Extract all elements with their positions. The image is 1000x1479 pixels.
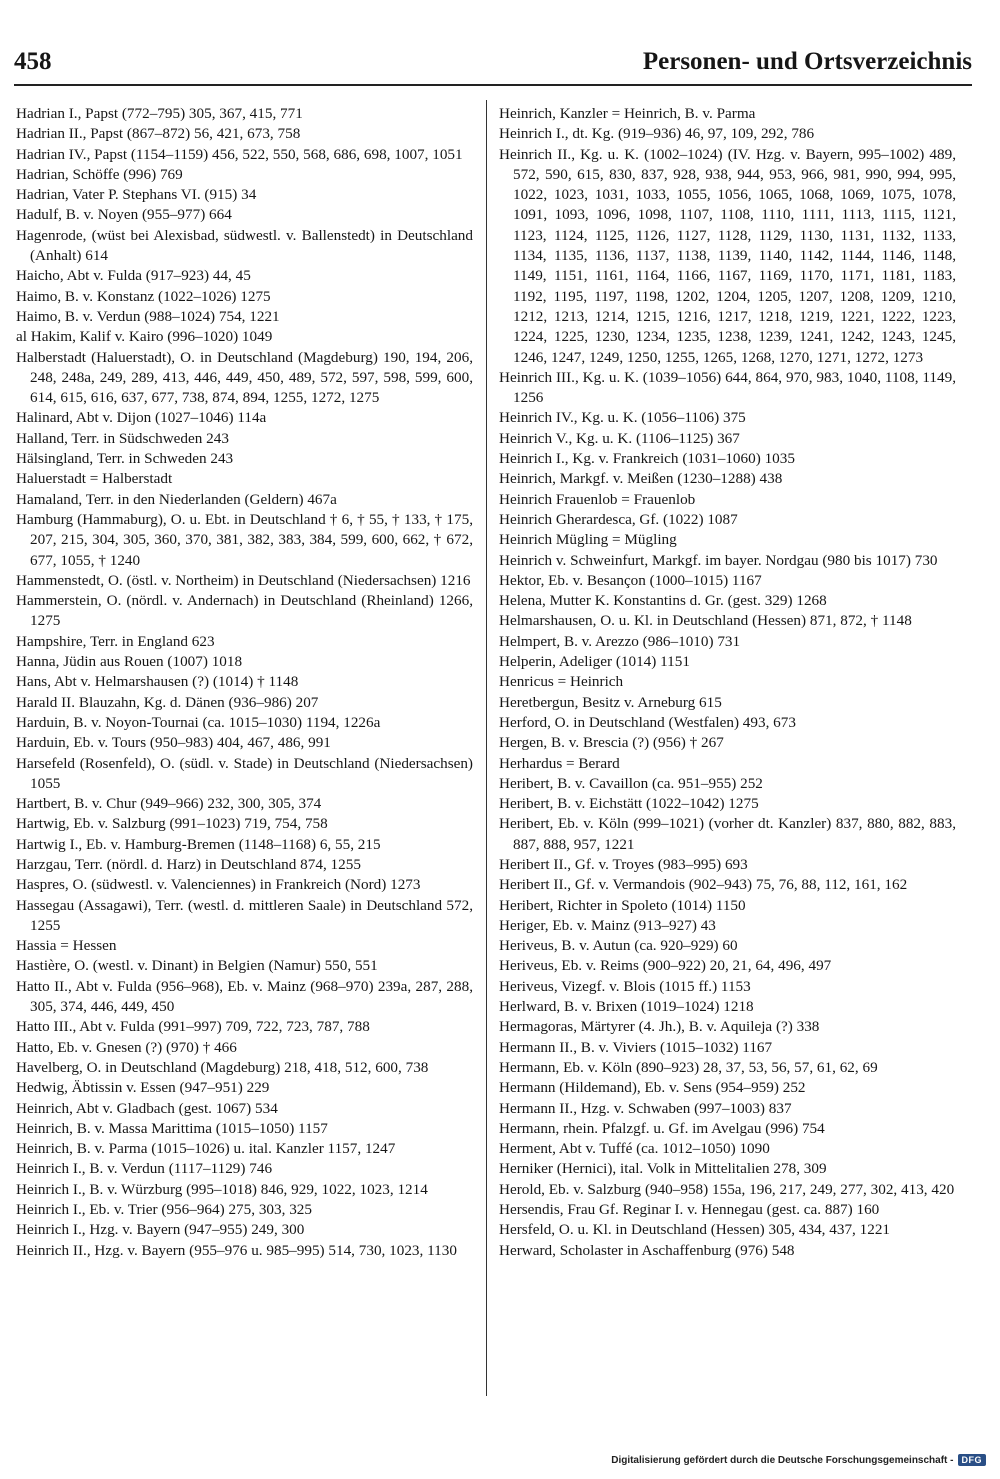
index-entry: Hersfeld, O. u. Kl. in Deutschland (Hessen) 305, 434, 437, 1221 xyxy=(499,1221,891,1239)
index-entry: Hergen, B. v. Brescia (?) (956) † 267 xyxy=(499,734,724,752)
index-entry: Harduin, Eb. v. Tours (950–983) 404, 467, 486, 991 xyxy=(16,734,331,752)
index-entry: Heribert, Richter in Spoleto (1014) 1150 xyxy=(499,896,746,914)
index-entry: Hartbert, B. v. Chur (949–966) 232, 300, 305, 374 xyxy=(16,795,322,813)
index-entry: Halland, Terr. in Südschweden 243 xyxy=(16,429,229,447)
index-entry: Havelberg, O. in Deutschland (Magdeburg) 218, 418, 512, 600, 738 xyxy=(16,1058,429,1076)
index-entry: Herlward, B. v. Brixen (1019–1024) 1218 xyxy=(499,998,754,1016)
index-entry: Heinrich v. Schweinfurt, Markgf. im bayer. Nordgau (980 bis 1017) 730 xyxy=(499,551,938,569)
index-entry: Hampshire, Terr. in England 623 xyxy=(16,632,215,650)
index-entry: Heinrich Frauenlob = Frauenlob xyxy=(499,490,696,508)
index-entry: Hartwig I., Eb. v. Hamburg-Bremen (1148–1168) 6, 55, 215 xyxy=(16,835,381,853)
index-entry: Heinrich II., Kg. u. K. (1002–1024) (IV. Hzg. v. Bayern, 995–1002) 489, 572, 590, 615, 830, 837, 928, 938, 944, 953, 966, 981, 990, 994, 995, 1022, 1023, 1031, 1033, 1055, 1056, 1065, 1068, 1069, 1075, 1078, 1091, 1093, 1096, 1098, 1107, 1108, 1110, 1111, 1113, 1115, 1121, 1123, 1124, 1125, 1126, 1127, 1128, 1129, 1130, 1131, 1132, 1133, 1134, 1135, 1136, 1137, 1138, 1139, 1140, 1142, 1144, 1146, 1148, 1149, 1151, 1161, 1164, 1166, 1167, 1169, 1170, 1171, 1181, 1183, 1192, 1195, 1197, 1198, 1202, 1204, 1205, 1207, 1208, 1209, 1210, 1212, 1213, 1214, 1215, 1216, 1217, 1218, 1219, 1221, 1222, 1223, 1224, 1225, 1230, 1234, 1235, 1238, 1239, 1241, 1242, 1243, 1245, 1246, 1247, 1249, 1250, 1255, 1265, 1268, 1270, 1271, 1272, 1273 xyxy=(499,145,956,366)
footer xyxy=(611,1454,986,1466)
index-entry: Heinrich, Kanzler = Heinrich, B. v. Parma xyxy=(499,105,756,122)
index-entry: Herold, Eb. v. Salzburg (940–958) 155a, 196, 217, 249, 277, 302, 413, 420 xyxy=(499,1180,955,1198)
index-entry: Heribert II., Gf. v. Vermandois (902–943) 75, 76, 88, 112, 161, 162 xyxy=(499,876,908,894)
index-entry: Heinrich III., Kg. u. K. (1039–1056) 644, 864, 970, 983, 1040, 1108, 1149, 1256 xyxy=(499,368,956,407)
index-entry: Heretbergun, Besitz v. Arneburg 615 xyxy=(499,693,722,711)
index-entry: Heribert, B. v. Cavaillon (ca. 951–955) 252 xyxy=(499,774,763,792)
index-entry: Halinard, Abt v. Dijon (1027–1046) 114a xyxy=(16,409,267,427)
index-entry: Hersendis, Frau Gf. Reginar I. v. Hennegau (gest. ca. 887) 160 xyxy=(499,1201,880,1219)
page-title: Personen- und Ortsverzeichnis xyxy=(642,48,972,75)
index-entry: Henricus = Heinrich xyxy=(499,673,624,691)
index-entry: Heinrich, Abt v. Gladbach (gest. 1067) 534 xyxy=(16,1099,278,1117)
index-entry: Haimo, B. v. Konstanz (1022–1026) 1275 xyxy=(16,287,271,305)
index-entry: Hermann, rhein. Pfalzgf. u. Gf. im Avelgau (996) 754 xyxy=(499,1119,825,1137)
index-entry: Herniker (Hernici), ital. Volk in Mittelitalien 278, 309 xyxy=(499,1160,827,1178)
index-entry: Hanna, Jüdin aus Rouen (1007) 1018 xyxy=(16,653,243,671)
index-entry: Heriveus, Vizegf. v. Blois (1015 ff.) 1153 xyxy=(499,977,751,995)
footer-text: Digitalisierung gefördert durch die Deutsche Forschungsgemeinschaft - xyxy=(611,1454,954,1466)
index-entry: Heinrich, Markgf. v. Meißen (1230–1288) 438 xyxy=(499,470,783,488)
index-entry: Hadrian IV., Papst (1154–1159) 456, 522, 550, 568, 686, 698, 1007, 1051 xyxy=(16,145,463,163)
index-entry: Haluerstadt = Halberstadt xyxy=(16,470,173,488)
index-entry: Heriveus, Eb. v. Reims (900–922) 20, 21, 64, 496, 497 xyxy=(499,957,832,975)
index-entry: Heinrich I., Eb. v. Trier (956–964) 275, 303, 325 xyxy=(16,1201,312,1219)
index-entry: Helena, Mutter K. Konstantins d. Gr. (gest. 329) 1268 xyxy=(499,592,827,610)
index-entry: Heribert II., Gf. v. Troyes (983–995) 693 xyxy=(499,855,748,873)
index-entry: Hermagoras, Märtyrer (4. Jh.), B. v. Aquileja (?) 338 xyxy=(499,1018,820,1036)
index-entry: Hammerstein, O. (nördl. v. Andernach) in Deutschland (Rheinland) 1266, 1275 xyxy=(16,592,473,630)
index-entry: Heribert, B. v. Eichstätt (1022–1042) 1275 xyxy=(499,795,759,813)
page-header xyxy=(14,44,972,86)
index-entry: Harsefeld (Rosenfeld), O. (südl. v. Stade) in Deutschland (Niedersachsen) 1055 xyxy=(16,754,473,792)
index-entry: Haicho, Abt v. Fulda (917–923) 44, 45 xyxy=(16,267,251,285)
index-entry: Hadrian, Vater P. Stephans VI. (915) 34 xyxy=(16,186,257,204)
index-entry: Harduin, B. v. Noyon-Tournai (ca. 1015–1030) 1194, 1226a xyxy=(16,713,381,731)
index-entry: Hermann II., B. v. Viviers (1015–1032) 1167 xyxy=(499,1038,773,1056)
index-entry: Hermann II., Hzg. v. Schwaben (997–1003) 837 xyxy=(499,1099,792,1117)
index-entry: Halberstadt (Haluerstadt), O. in Deutschland (Magdeburg) 190, 194, 206, 248, 248a, 249, 289, 413, 446, 449, 450, 489, 572, 597, 598, 599, 600, 614, 615, 616, 637, 677, 738, 874, 894, 1255, 1272, 1275 xyxy=(16,348,473,407)
index-entry: Heinrich I., B. v. Verdun (1117–1129) 746 xyxy=(16,1160,273,1178)
left-column xyxy=(16,104,473,1261)
index-entry: Heinrich I., B. v. Würzburg (995–1018) 846, 929, 1022, 1023, 1214 xyxy=(16,1180,428,1198)
index-entry: al Hakim, Kalif v. Kairo (996–1020) 1049 xyxy=(16,328,273,346)
index-entry: Hatto II., Abt v. Fulda (956–968), Eb. v. Mainz (968–970) 239a, 287, 288, 305, 374, 446, 449, 450 xyxy=(16,977,473,1016)
index-entry: Harzgau, Terr. (nördl. d. Harz) in Deutschland 874, 1255 xyxy=(16,855,361,873)
index-entry: Hektor, Eb. v. Besançon (1000–1015) 1167 xyxy=(499,571,762,589)
index-entry: Heinrich IV., Kg. u. K. (1056–1106) 375 xyxy=(499,409,746,427)
index-entry: Haimo, B. v. Verdun (988–1024) 754, 1221 xyxy=(16,307,280,325)
index-entry: Heinrich, B. v. Massa Marittima (1015–1050) 1157 xyxy=(16,1119,328,1137)
index-entry: Hartwig, Eb. v. Salzburg (991–1023) 719, 754, 758 xyxy=(16,815,328,833)
page-number: 458 xyxy=(14,48,52,75)
index-entry: Hassegau (Assagawi), Terr. (westl. d. mittleren Saale) in Deutschland 572, 1255 xyxy=(16,896,473,934)
index-entry: Hermann (Hildemand), Eb. v. Sens (954–959) 252 xyxy=(499,1079,806,1097)
index-entry: Hans, Abt v. Helmarshausen (?) (1014) † 1148 xyxy=(16,673,299,691)
index-entry: Hadrian II., Papst (867–872) 56, 421, 673, 758 xyxy=(16,125,301,143)
index-entry: Hadrian, Schöffe (996) 769 xyxy=(16,165,183,183)
index-entry: Helmarshausen, O. u. Kl. in Deutschland (Hessen) 871, 872, † 1148 xyxy=(499,612,912,630)
index-entry: Heinrich I., dt. Kg. (919–936) 46, 97, 109, 292, 786 xyxy=(499,125,815,143)
index-entry: Heinrich II., Hzg. v. Bayern (955–976 u. 985–995) 514, 730, 1023, 1130 xyxy=(16,1241,457,1259)
index-entry: Heriger, Eb. v. Mainz (913–927) 43 xyxy=(499,916,716,934)
index-entry: Hagenrode, (wüst bei Alexisbad, südwestl. v. Ballenstedt) in Deutschland (Anhalt) 614 xyxy=(16,226,473,265)
index-entry: Hedwig, Äbtissin v. Essen (947–951) 229 xyxy=(16,1079,270,1097)
index-entry: Hamaland, Terr. in den Niederlanden (Geldern) 467a xyxy=(16,490,337,508)
index-entry: Haspres, O. (südwestl. v. Valenciennes) in Frankreich (Nord) 1273 xyxy=(16,876,421,894)
index-entry: Hassia = Hessen xyxy=(16,937,117,955)
index-entry: Heinrich Mügling = Mügling xyxy=(499,531,677,549)
index-entry: Harald II. Blauzahn, Kg. d. Dänen (936–986) 207 xyxy=(16,693,319,711)
column-divider xyxy=(486,100,487,1396)
index-entry: Herward, Scholaster in Aschaffenburg (976) 548 xyxy=(499,1241,795,1259)
dfg-logo: DFG xyxy=(958,1454,987,1466)
index-entry: Heinrich Gherardesca, Gf. (1022) 1087 xyxy=(499,510,738,528)
index-entry: Hadrian I., Papst (772–795) 305, 367, 415, 771 xyxy=(16,105,303,122)
index-entry: Helmpert, B. v. Arezzo (986–1010) 731 xyxy=(499,632,741,650)
index-entry: Heinrich V., Kg. u. K. (1106–1125) 367 xyxy=(499,429,740,447)
index-entry: Heinrich, B. v. Parma (1015–1026) u. ital. Kanzler 1157, 1247 xyxy=(16,1140,396,1158)
right-column xyxy=(499,104,956,1261)
index-entry: Heriveus, B. v. Autun (ca. 920–929) 60 xyxy=(499,937,738,955)
index-entry: Heribert, Eb. v. Köln (999–1021) (vorher dt. Kanzler) 837, 880, 882, 883, 887, 888, 957, 1221 xyxy=(499,815,956,853)
index-entry: Hadulf, B. v. Noyen (955–977) 664 xyxy=(16,206,232,224)
index-entry: Hermann, Eb. v. Köln (890–923) 28, 37, 53, 56, 57, 61, 62, 69 xyxy=(499,1058,878,1076)
index-entry: Herhardus = Berard xyxy=(499,754,620,772)
index-entry: Helperin, Adeliger (1014) 1151 xyxy=(499,653,690,671)
index-entry: Hammenstedt, O. (östl. v. Northeim) in Deutschland (Niedersachsen) 1216 xyxy=(16,571,471,589)
index-entry: Herford, O. in Deutschland (Westfalen) 493, 673 xyxy=(499,713,796,731)
index-entry: Hatto, Eb. v. Gnesen (?) (970) † 466 xyxy=(16,1038,237,1056)
index-entry: Herment, Abt v. Tuffé (ca. 1012–1050) 1090 xyxy=(499,1140,770,1158)
index-entry: Hamburg (Hammaburg), O. u. Ebt. in Deutschland † 6, † 55, † 133, † 175, 207, 215, 304, 305, 360, 370, 381, 382, 383, 384, 599, 600, 662, † 672, 677, 1055, † 1240 xyxy=(16,510,473,569)
index-entry: Hälsingland, Terr. in Schweden 243 xyxy=(16,450,234,468)
index-entry: Heinrich I., Hzg. v. Bayern (947–955) 249, 300 xyxy=(16,1221,305,1239)
index-entry: Hastière, O. (westl. v. Dinant) in Belgien (Namur) 550, 551 xyxy=(16,957,378,975)
index-entry: Hatto III., Abt v. Fulda (991–997) 709, 722, 723, 787, 788 xyxy=(16,1018,370,1036)
index-entry: Heinrich I., Kg. v. Frankreich (1031–1060) 1035 xyxy=(499,450,795,468)
